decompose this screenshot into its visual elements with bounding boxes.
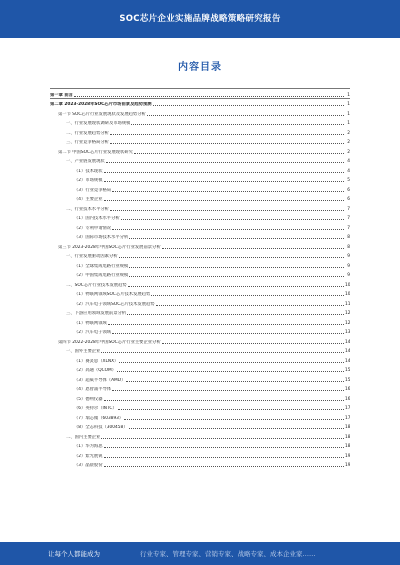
toc-entry-title: （3）超威半导体（AMD） bbox=[74, 377, 126, 383]
toc-entry[interactable] bbox=[50, 411, 350, 421]
toc-entry[interactable] bbox=[50, 136, 350, 146]
toc-entry[interactable] bbox=[50, 373, 350, 383]
toc-entry[interactable] bbox=[50, 231, 350, 241]
toc-entry-title: 二、行业发展趋势分析 bbox=[66, 130, 109, 136]
toc-entry[interactable] bbox=[50, 288, 350, 298]
toc-entry[interactable] bbox=[50, 402, 350, 412]
dot-leader bbox=[104, 457, 344, 458]
toc-entry-title: （4）恩智浦半导体 bbox=[74, 387, 112, 392]
toc-entry-title: （2）中国集成电路行业规模 bbox=[74, 273, 129, 278]
toc-heading: 内容目录 bbox=[178, 62, 222, 73]
dot-leader bbox=[104, 181, 344, 182]
dot-leader bbox=[162, 248, 344, 249]
toc-entry[interactable] bbox=[50, 98, 350, 108]
toc-entry[interactable] bbox=[50, 307, 350, 317]
toc-entry[interactable] bbox=[50, 88, 350, 98]
toc-entry[interactable] bbox=[50, 240, 350, 250]
toc-entry[interactable] bbox=[50, 392, 350, 402]
dot-leader bbox=[121, 219, 344, 220]
dot-leader bbox=[74, 96, 344, 97]
toc-entry-title: （1）全球集成电路行业规模 bbox=[74, 263, 129, 269]
toc-entry-title: 一、国外主要企业 bbox=[66, 349, 101, 354]
dot-leader bbox=[104, 172, 344, 173]
dot-leader bbox=[108, 324, 344, 325]
toc-entry-title: （2）市场规模 bbox=[74, 178, 103, 183]
toc-entry-page: 14 bbox=[345, 339, 350, 345]
toc-entry-title: 二、SOC芯片行业技术发展趋势 bbox=[66, 282, 127, 288]
dot-leader bbox=[112, 191, 344, 192]
toc-entry-page: 9 bbox=[347, 273, 350, 278]
toc-entry-title: （1）物联网领域SOC芯片技术发展趋势 bbox=[74, 292, 151, 297]
toc-entry[interactable] bbox=[50, 430, 350, 440]
toc-entry-title: 第二节 中国SOC芯片行业发展现状研究 bbox=[58, 149, 133, 155]
toc-entry-page: 17 bbox=[345, 406, 350, 411]
toc-entry-title: （1）赛灵思（XLNX） bbox=[74, 358, 119, 364]
page-footer bbox=[0, 542, 400, 565]
dot-leader bbox=[119, 362, 344, 363]
toc-entry-page: 7 bbox=[347, 206, 350, 212]
toc-entry-page: 7 bbox=[347, 216, 350, 221]
toc-entry-page: 16 bbox=[345, 396, 350, 402]
toc-entry[interactable] bbox=[50, 345, 350, 355]
toc-entry[interactable] bbox=[50, 145, 350, 155]
dot-leader bbox=[129, 428, 344, 429]
table-of-contents bbox=[50, 88, 350, 468]
dot-leader bbox=[129, 267, 344, 268]
toc-entry[interactable] bbox=[50, 212, 350, 222]
toc-entry-page: 12 bbox=[345, 311, 350, 316]
toc-entry-title: （1）华为海思 bbox=[74, 444, 103, 449]
dot-leader bbox=[129, 238, 344, 239]
dot-leader bbox=[110, 134, 344, 135]
toc-entry[interactable] bbox=[50, 316, 350, 326]
dot-leader bbox=[101, 352, 344, 353]
dot-leader bbox=[126, 381, 344, 382]
toc-entry[interactable] bbox=[50, 269, 350, 279]
toc-entry-title: （1）物联网领域 bbox=[74, 320, 107, 326]
dot-leader bbox=[118, 409, 344, 410]
toc-entry-page: 10 bbox=[345, 282, 350, 288]
toc-entry-page: 2 bbox=[347, 130, 350, 136]
footer-slogan: 让每个人都能成为 bbox=[48, 550, 100, 558]
toc-entry[interactable] bbox=[50, 278, 350, 288]
toc-entry-page: 15 bbox=[345, 368, 350, 373]
dot-leader bbox=[151, 295, 344, 296]
dot-leader bbox=[128, 286, 344, 287]
footer-tagline: 行业专家、管理专家、营销专家、战略专家、成本企业家…… bbox=[140, 550, 316, 558]
toc-entry-page: 15 bbox=[345, 377, 350, 383]
toc-entry[interactable] bbox=[50, 297, 350, 307]
toc-entry[interactable] bbox=[50, 440, 350, 450]
toc-entry-title: 三、下游应用领域发展前景分析 bbox=[66, 311, 127, 316]
toc-entry-page: 2 bbox=[347, 140, 350, 145]
toc-entry-title: （4）主要企业 bbox=[74, 197, 103, 202]
toc-entry[interactable] bbox=[50, 183, 350, 193]
toc-entry-title: （2）汽车电子领域 bbox=[74, 330, 112, 335]
toc-entry[interactable] bbox=[50, 221, 350, 231]
toc-entry[interactable] bbox=[50, 174, 350, 184]
toc-entry-title: （7）瑞芯微（603893） bbox=[74, 415, 124, 421]
dot-leader bbox=[110, 210, 344, 211]
toc-entry-page: 6 bbox=[347, 187, 350, 193]
toc-entry-page: 8 bbox=[347, 235, 350, 240]
toc-entry-page: 12 bbox=[345, 320, 350, 326]
toc-entry-title: （3）晶晨股份 bbox=[74, 463, 103, 468]
toc-entry-page: 13 bbox=[345, 330, 350, 335]
toc-entry[interactable] bbox=[50, 326, 350, 336]
toc-entry[interactable] bbox=[50, 335, 350, 345]
toc-entry-title: 三、行业竞争格局分析 bbox=[66, 140, 109, 145]
toc-entry-title: 第三节 2023-2028年中国SOC芯片行业发展前景分析 bbox=[58, 244, 161, 250]
toc-entry-page: 11 bbox=[345, 301, 350, 307]
toc-entry-page: 4 bbox=[347, 168, 350, 174]
page-header bbox=[0, 0, 400, 38]
toc-entry-title: 一、行业发展驱动因素分析 bbox=[66, 254, 118, 259]
toc-entry-title: （1）技术现状 bbox=[74, 168, 103, 174]
toc-entry-title: 一、产业链发展现状 bbox=[66, 159, 105, 164]
toc-entry-title: 二、行业技术水平分析 bbox=[66, 206, 109, 212]
toc-entry-page: 19 bbox=[345, 453, 350, 459]
toc-entry-title: （2）紫光展锐 bbox=[74, 453, 103, 459]
dot-leader bbox=[134, 153, 344, 154]
toc-entry[interactable] bbox=[50, 117, 350, 127]
toc-entry-page: 14 bbox=[345, 358, 350, 364]
toc-entry[interactable] bbox=[50, 164, 350, 174]
toc-entry[interactable] bbox=[50, 364, 350, 374]
toc-entry-page: 16 bbox=[345, 387, 350, 392]
toc-entry-page: 4 bbox=[347, 159, 350, 164]
toc-entry-page: 18 bbox=[345, 444, 350, 449]
dot-leader bbox=[101, 438, 344, 439]
toc-entry-title: （6）英特尔（INTC） bbox=[74, 406, 117, 411]
dot-leader bbox=[147, 115, 344, 116]
toc-entry-page: 1 bbox=[347, 92, 350, 98]
toc-entry-page: 17 bbox=[345, 415, 350, 421]
dot-leader bbox=[112, 333, 344, 334]
toc-entry[interactable] bbox=[50, 155, 350, 165]
report-title: SOC芯片企业实施品牌战略策略研究报告 bbox=[119, 14, 281, 24]
dot-leader bbox=[124, 419, 344, 420]
dot-leader bbox=[104, 400, 344, 401]
toc-entry-title: （5）德州仪器 bbox=[74, 396, 103, 402]
toc-entry[interactable] bbox=[50, 354, 350, 364]
toc-entry-title: （2）汽车电子领域SOC芯片技术发展趋势 bbox=[74, 301, 155, 307]
toc-entry-title: （1）国内技术水平分析 bbox=[74, 216, 120, 221]
toc-entry[interactable] bbox=[50, 107, 350, 117]
toc-entry-title: 第一节 SOC芯片行业发展现状及发展趋势分析 bbox=[58, 111, 146, 117]
toc-entry-page: 5 bbox=[347, 178, 350, 183]
dot-leader bbox=[127, 314, 344, 315]
toc-entry-page: 10 bbox=[345, 292, 350, 297]
toc-entry-page: 1 bbox=[347, 121, 350, 126]
toc-entry-title: 二、国内主要企业 bbox=[66, 434, 101, 440]
dot-leader bbox=[104, 466, 344, 467]
toc-entry-page: 9 bbox=[347, 263, 350, 269]
toc-entry[interactable] bbox=[50, 250, 350, 260]
toc-entry-page: 9 bbox=[347, 254, 350, 259]
toc-entry[interactable] bbox=[50, 202, 350, 212]
toc-entry-page: 14 bbox=[345, 349, 350, 354]
toc-entry-title: （3）国际市场技术水平分析 bbox=[74, 235, 129, 240]
toc-entry-title: 第四节 2022-2028年中国SOC芯片行业主要企业分析 bbox=[58, 339, 161, 345]
dot-leader bbox=[162, 343, 344, 344]
toc-entry-page: 18 bbox=[345, 434, 350, 440]
dot-leader bbox=[110, 143, 344, 144]
dot-leader bbox=[112, 390, 344, 391]
toc-entry-page: 2 bbox=[347, 149, 350, 155]
dot-leader bbox=[119, 257, 344, 258]
toc-entry-title: （2）高通（QCOM） bbox=[74, 368, 116, 373]
dot-leader bbox=[156, 305, 344, 306]
dot-leader bbox=[129, 276, 344, 277]
toc-entry[interactable] bbox=[50, 259, 350, 269]
toc-entry-page: 19 bbox=[345, 463, 350, 468]
toc-entry-page: 6 bbox=[347, 197, 350, 202]
toc-entry[interactable] bbox=[50, 383, 350, 393]
dot-leader bbox=[104, 200, 344, 201]
dot-leader bbox=[104, 447, 344, 448]
toc-entry-page: 1 bbox=[347, 102, 350, 107]
toc-entry-title: 第二章 2023-2028年SOC芯片市场前景及趋势预测 bbox=[50, 102, 152, 107]
toc-entry[interactable] bbox=[50, 126, 350, 136]
dot-leader bbox=[131, 124, 344, 125]
toc-entry-page: 18 bbox=[345, 425, 350, 430]
toc-entry[interactable] bbox=[50, 449, 350, 459]
toc-entry-title: （3）行业竞争格局 bbox=[74, 187, 112, 193]
dot-leader bbox=[106, 162, 344, 163]
toc-entry-page: 1 bbox=[347, 111, 350, 117]
toc-entry[interactable] bbox=[50, 459, 350, 469]
toc-entry-title: （2）专利申请情况 bbox=[74, 225, 112, 231]
dot-leader bbox=[117, 371, 344, 372]
toc-entry-title: 一、行业发展现状调研及市场规模 bbox=[66, 121, 131, 126]
toc-entry-title: 第一章 前言 bbox=[50, 92, 73, 98]
toc-entry[interactable] bbox=[50, 193, 350, 203]
toc-entry-title: （8）全志科技（300458） bbox=[74, 425, 128, 430]
dot-leader bbox=[153, 105, 344, 106]
dot-leader bbox=[112, 229, 344, 230]
toc-entry[interactable] bbox=[50, 421, 350, 431]
toc-entry-page: 8 bbox=[347, 244, 350, 250]
toc-entry-page: 7 bbox=[347, 225, 350, 231]
